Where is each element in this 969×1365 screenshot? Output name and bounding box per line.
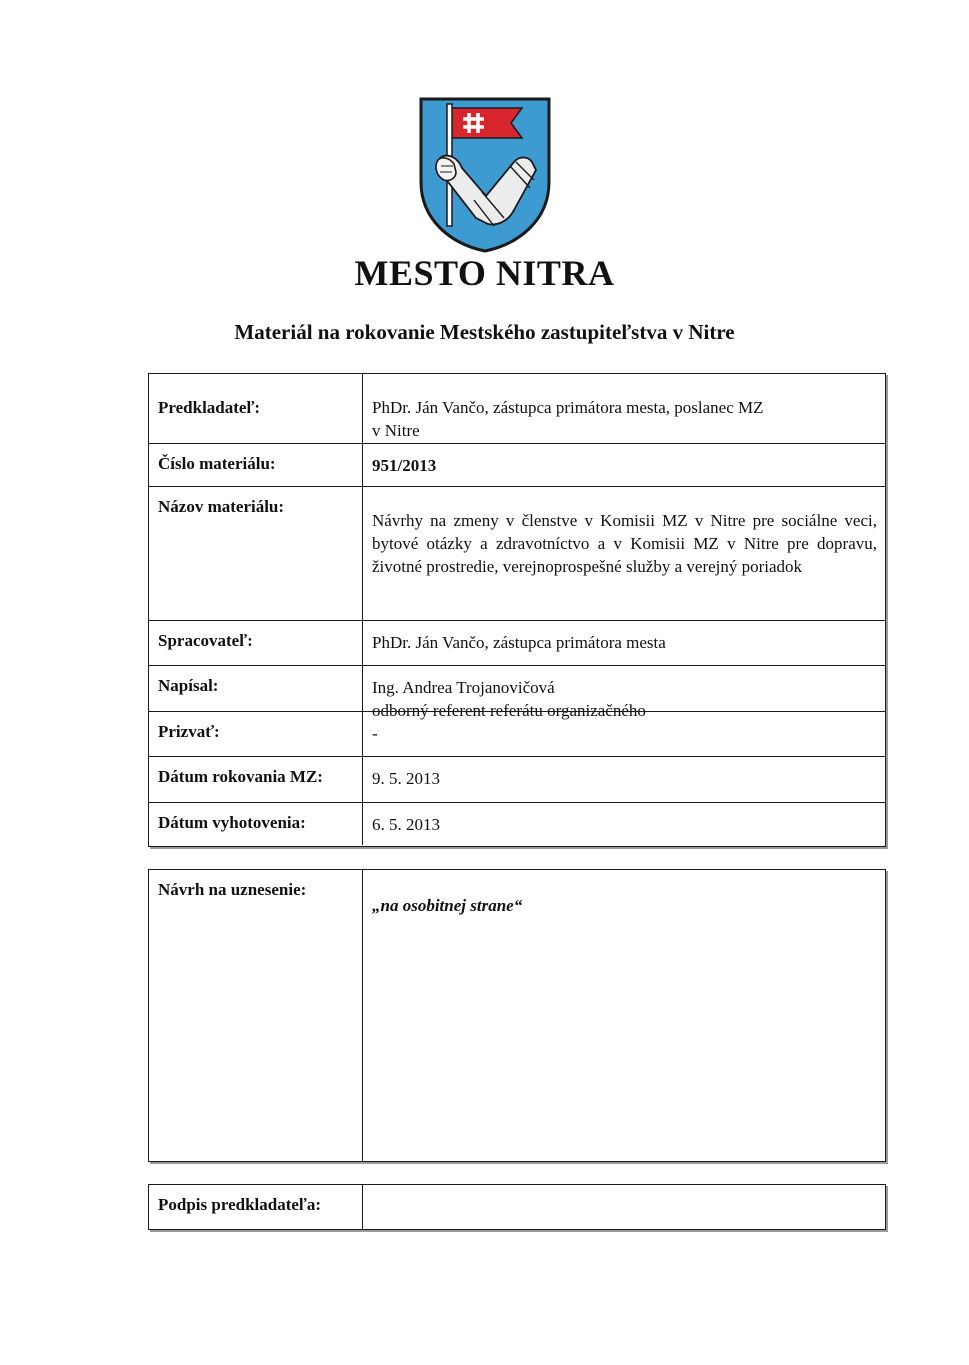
row-value: 951/2013 bbox=[372, 456, 437, 475]
nitra-coat-of-arms-icon bbox=[418, 96, 552, 254]
resolution-label: Návrh na uznesenie: bbox=[149, 870, 363, 1161]
row-value bbox=[363, 666, 885, 720]
table-row bbox=[149, 443, 885, 486]
document-title: Materiál na rokovanie Mestského zastupiteľstva v Nitre bbox=[234, 320, 735, 344]
info-table bbox=[148, 373, 886, 847]
row-label: Názov materiálu: bbox=[149, 487, 363, 620]
row-label: Predkladateľ: bbox=[149, 374, 363, 443]
table-row bbox=[149, 870, 885, 1161]
table-row bbox=[149, 486, 885, 620]
table-row bbox=[149, 756, 885, 802]
row-value: Návrhy na zmeny v členstve v Komisii MZ v Nitre pre sociálne veci, bytové otázky a zdravotníctvo a v Komisii MZ v Nitre pre dopravu, životné prostredie, verejnoprospešné služby a verejný poriadok bbox=[372, 511, 877, 576]
row-label: Dátum vyhotovenia: bbox=[149, 803, 363, 845]
row-value: 9. 5. 2013 bbox=[372, 769, 440, 788]
table-row bbox=[149, 374, 885, 443]
row-value: 6. 5. 2013 bbox=[372, 815, 440, 834]
table-row bbox=[149, 802, 885, 845]
city-name: MESTO NITRA bbox=[354, 253, 615, 293]
signature-table bbox=[148, 1184, 886, 1230]
value-line: v Nitre bbox=[372, 421, 420, 440]
row-value: PhDr. Ján Vančo, zástupca primátora mesta bbox=[372, 633, 666, 652]
value-line: Ing. Andrea Trojanovičová bbox=[372, 678, 555, 697]
row-label: Dátum rokovania MZ: bbox=[149, 757, 363, 802]
table-row bbox=[149, 711, 885, 756]
resolution-value: „na osobitnej strane“ bbox=[372, 896, 523, 915]
row-label: Číslo materiálu: bbox=[149, 444, 363, 486]
value-line: PhDr. Ján Vančo, zástupca primátora mesta, poslanec MZ bbox=[372, 398, 764, 417]
table-row bbox=[149, 1185, 885, 1229]
signature-field bbox=[363, 1185, 885, 1229]
row-label: Napísal: bbox=[149, 666, 363, 711]
signature-label: Podpis predkladateľa: bbox=[149, 1185, 363, 1229]
row-label: Spracovateľ: bbox=[149, 621, 363, 665]
row-label: Prizvať: bbox=[149, 712, 363, 756]
row-value: - bbox=[372, 724, 378, 743]
row-value bbox=[363, 374, 885, 443]
table-row bbox=[149, 665, 885, 720]
value-line: odborný referent referátu organizačného bbox=[372, 701, 646, 720]
table-row bbox=[149, 620, 885, 665]
resolution-table bbox=[148, 869, 886, 1162]
